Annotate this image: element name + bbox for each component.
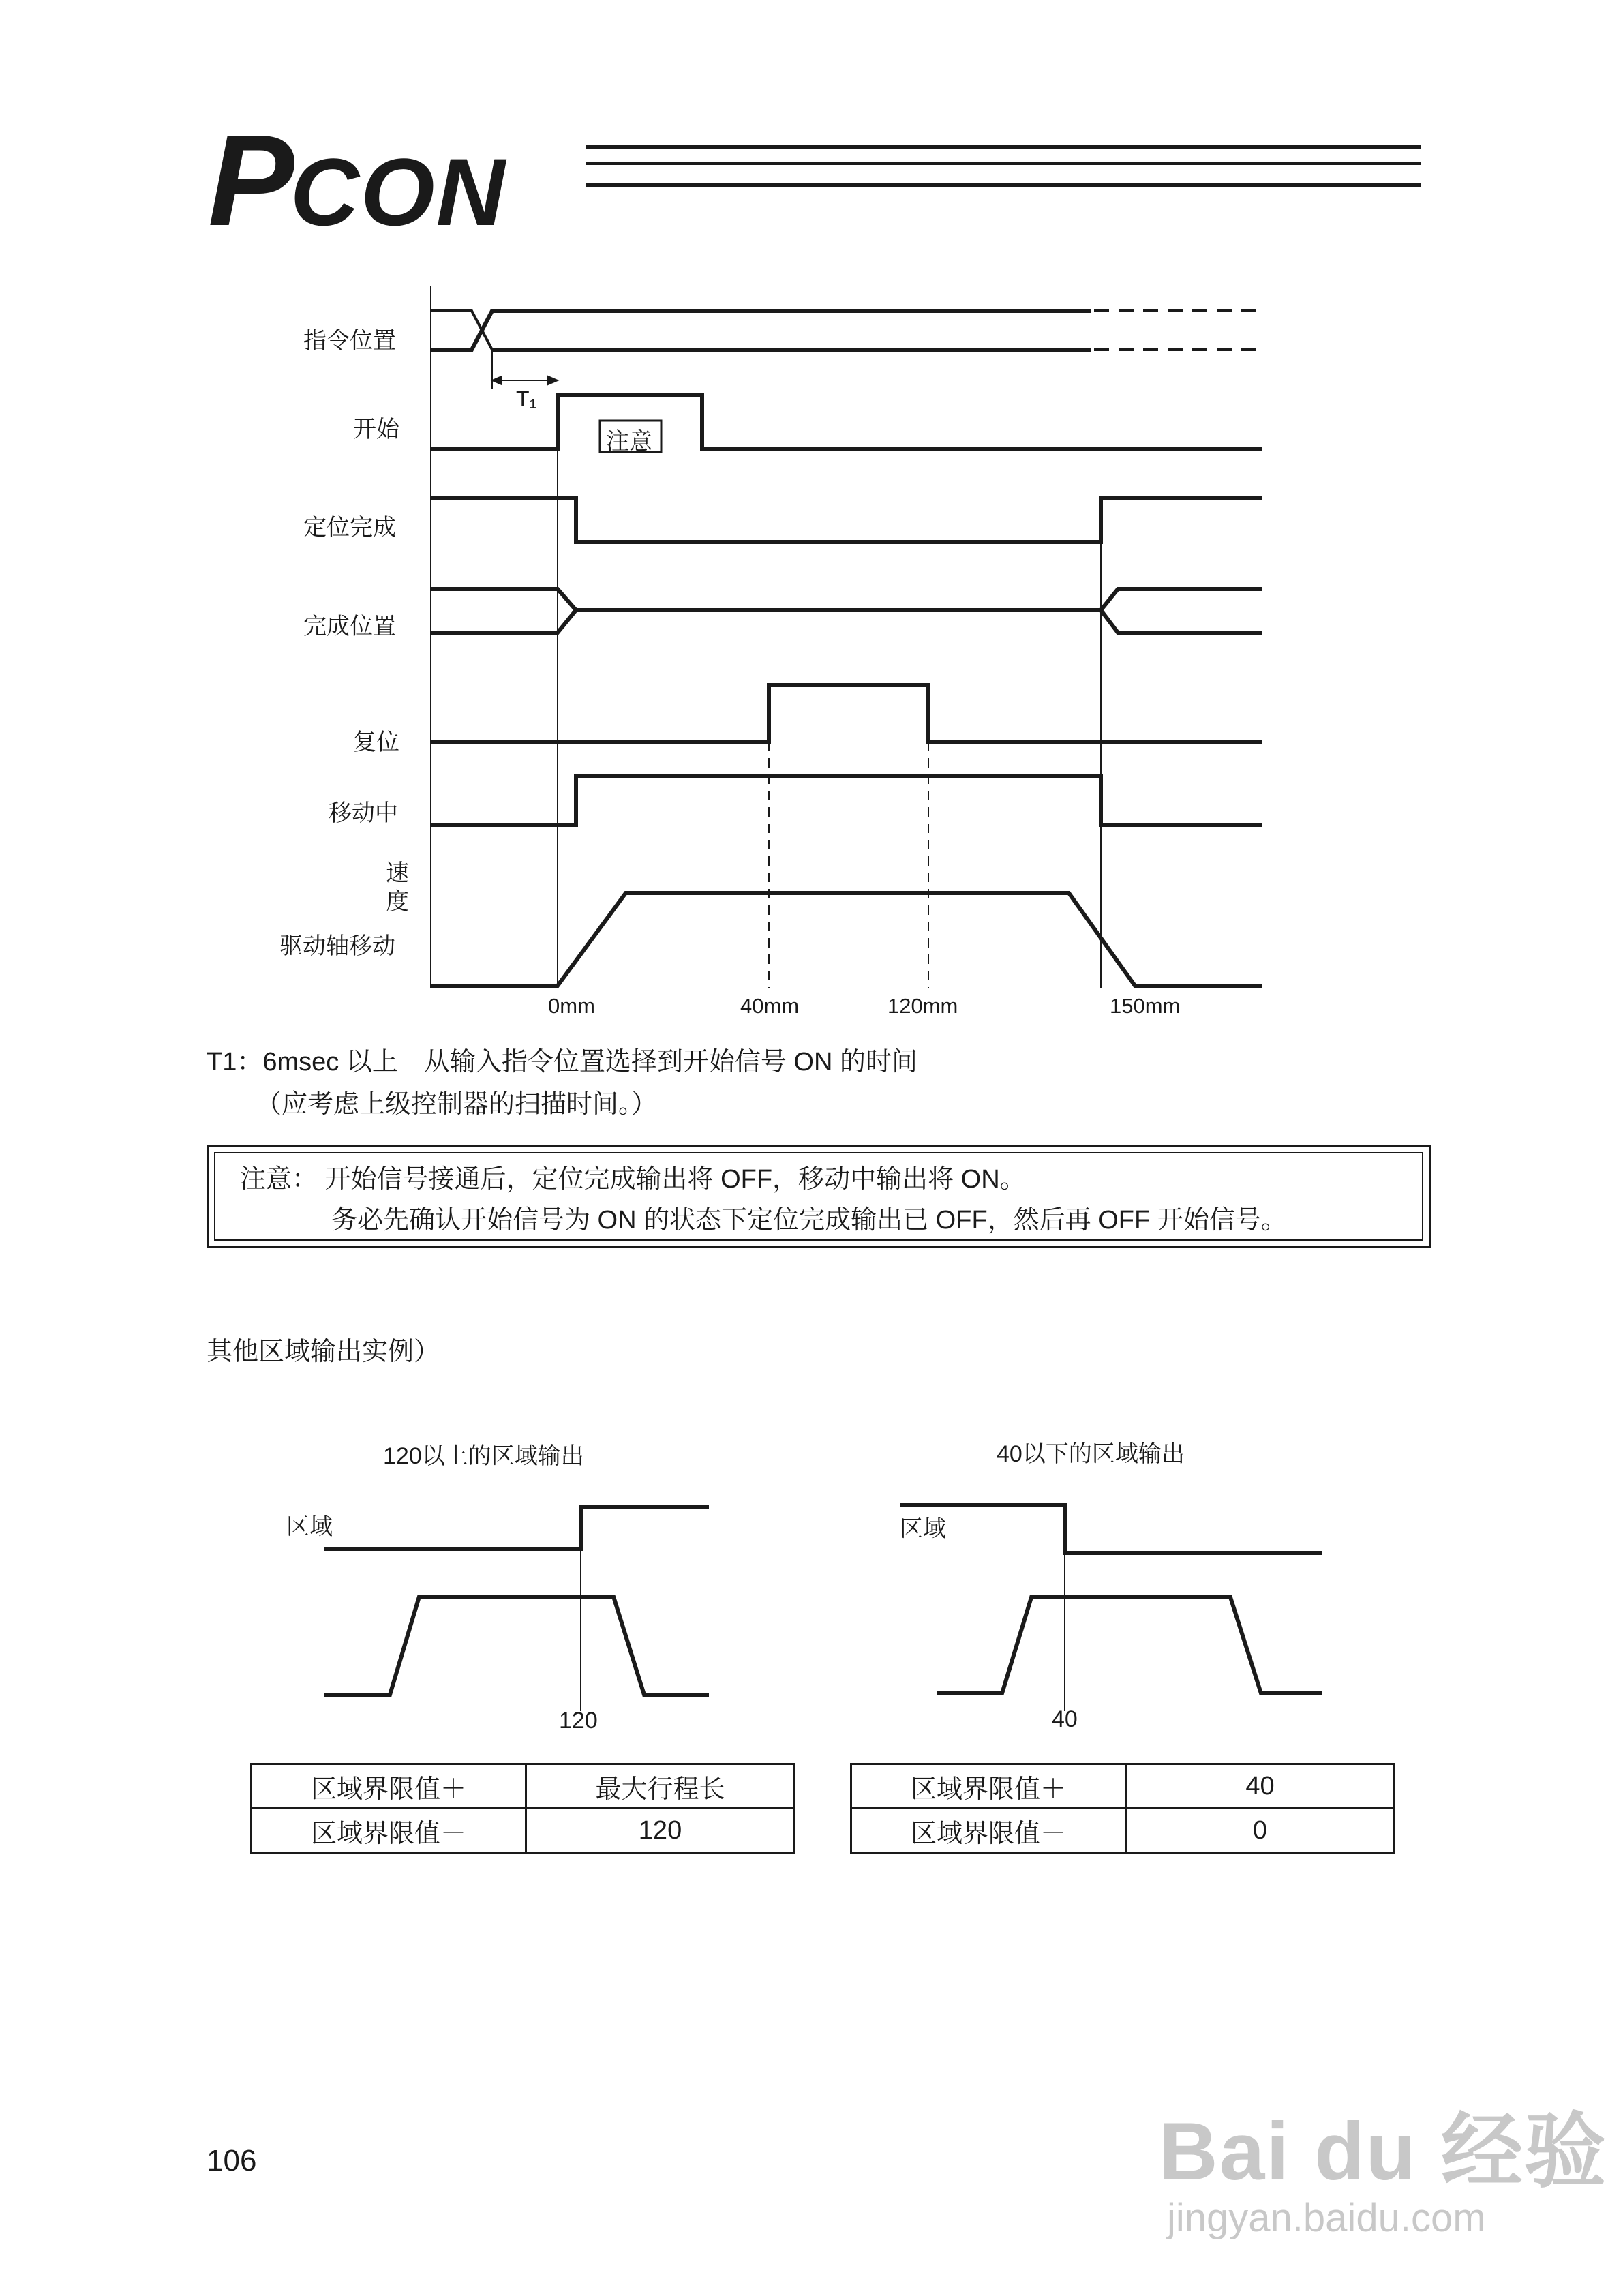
examples-heading: 其他区域输出实例） — [207, 1338, 440, 1366]
watermark-url: jingyan.baidu.com — [1167, 2196, 1486, 2240]
label-drive-axis: 驱动轴移动 — [279, 933, 395, 959]
left-zone-label: 区域 — [286, 1514, 333, 1540]
logo-letter-p: P — [208, 108, 290, 253]
label-start: 开始 — [353, 417, 399, 442]
table-cell: 区域界限值－ — [851, 1809, 1126, 1853]
right-zone-label: 区域 — [900, 1516, 946, 1542]
left-example-title: 120以上的区域输出 — [383, 1443, 584, 1469]
complete-position-signal — [431, 589, 1262, 610]
label-speed-1: 速 — [386, 860, 409, 886]
label-reset: 复位 — [353, 729, 399, 755]
left-speed-profile — [324, 1597, 709, 1695]
table-cell: 区域界限值＋ — [252, 1764, 526, 1809]
speed-profile — [431, 893, 1262, 986]
right-speed-profile — [937, 1597, 1322, 1693]
table-cell: 120 — [526, 1809, 795, 1853]
left-zone-table — [250, 1763, 795, 1854]
table-cell: 区域界限值＋ — [851, 1764, 1126, 1809]
table-cell: 40 — [1126, 1764, 1395, 1809]
caution-line2: 务必先确认开始信号为 ON 的状态下定位完成输出已 OFF，然后再 OFF 开始信号。 — [331, 1206, 1287, 1235]
start-signal — [431, 395, 1262, 449]
timing-diagram — [0, 0, 1623, 1036]
table-row — [252, 1809, 795, 1853]
moving-signal — [431, 776, 1262, 825]
watermark-brand: Bai du 经验 — [1159, 2106, 1608, 2197]
table-row — [851, 1809, 1395, 1853]
t1-note-line1: T1：6msec 以上 从输入指令位置选择到开始信号 ON 的时间 — [207, 1048, 917, 1076]
t1-note-line2: （应考虑上级控制器的扫描时间。） — [256, 1090, 658, 1119]
right-axis-value: 40 — [1052, 1706, 1078, 1732]
caution-line1: 注意： 开始信号接通后，定位完成输出将 OFF，移动中输出将 ON。 — [240, 1165, 1026, 1194]
right-zone-signal — [900, 1505, 1322, 1553]
label-caution-tag: 注意 — [606, 429, 652, 455]
zone-examples-diagram — [0, 1466, 1623, 1738]
pos-40mm: 40mm — [740, 994, 800, 1018]
label-t1: T₁ — [516, 387, 537, 411]
table-row — [851, 1764, 1395, 1809]
left-axis-value: 120 — [559, 1708, 598, 1734]
cmd-pos-lower — [431, 311, 1091, 350]
label-speed-2: 度 — [386, 889, 409, 915]
table-cell: 区域界限值－ — [252, 1809, 526, 1853]
right-example-title: 40以下的区域输出 — [997, 1441, 1185, 1467]
positioning-complete-signal — [431, 498, 1262, 542]
table-cell: 0 — [1126, 1809, 1395, 1853]
pos-120mm: 120mm — [888, 994, 958, 1018]
label-moving: 移动中 — [329, 800, 398, 826]
pos-0mm: 0mm — [548, 994, 595, 1018]
right-zone-table — [850, 1763, 1395, 1854]
logo-letters-con: CON — [290, 138, 506, 245]
left-zone-signal — [324, 1507, 709, 1549]
reset-signal — [431, 685, 1262, 742]
pos-150mm: 150mm — [1110, 994, 1181, 1018]
table-cell: 最大行程长 — [526, 1764, 795, 1809]
table-row — [252, 1764, 795, 1809]
label-command-position: 指令位置 — [303, 328, 396, 354]
page-number: 106 — [207, 2144, 257, 2177]
label-positioning-complete: 定位完成 — [303, 515, 396, 541]
label-complete-position: 完成位置 — [303, 614, 396, 639]
